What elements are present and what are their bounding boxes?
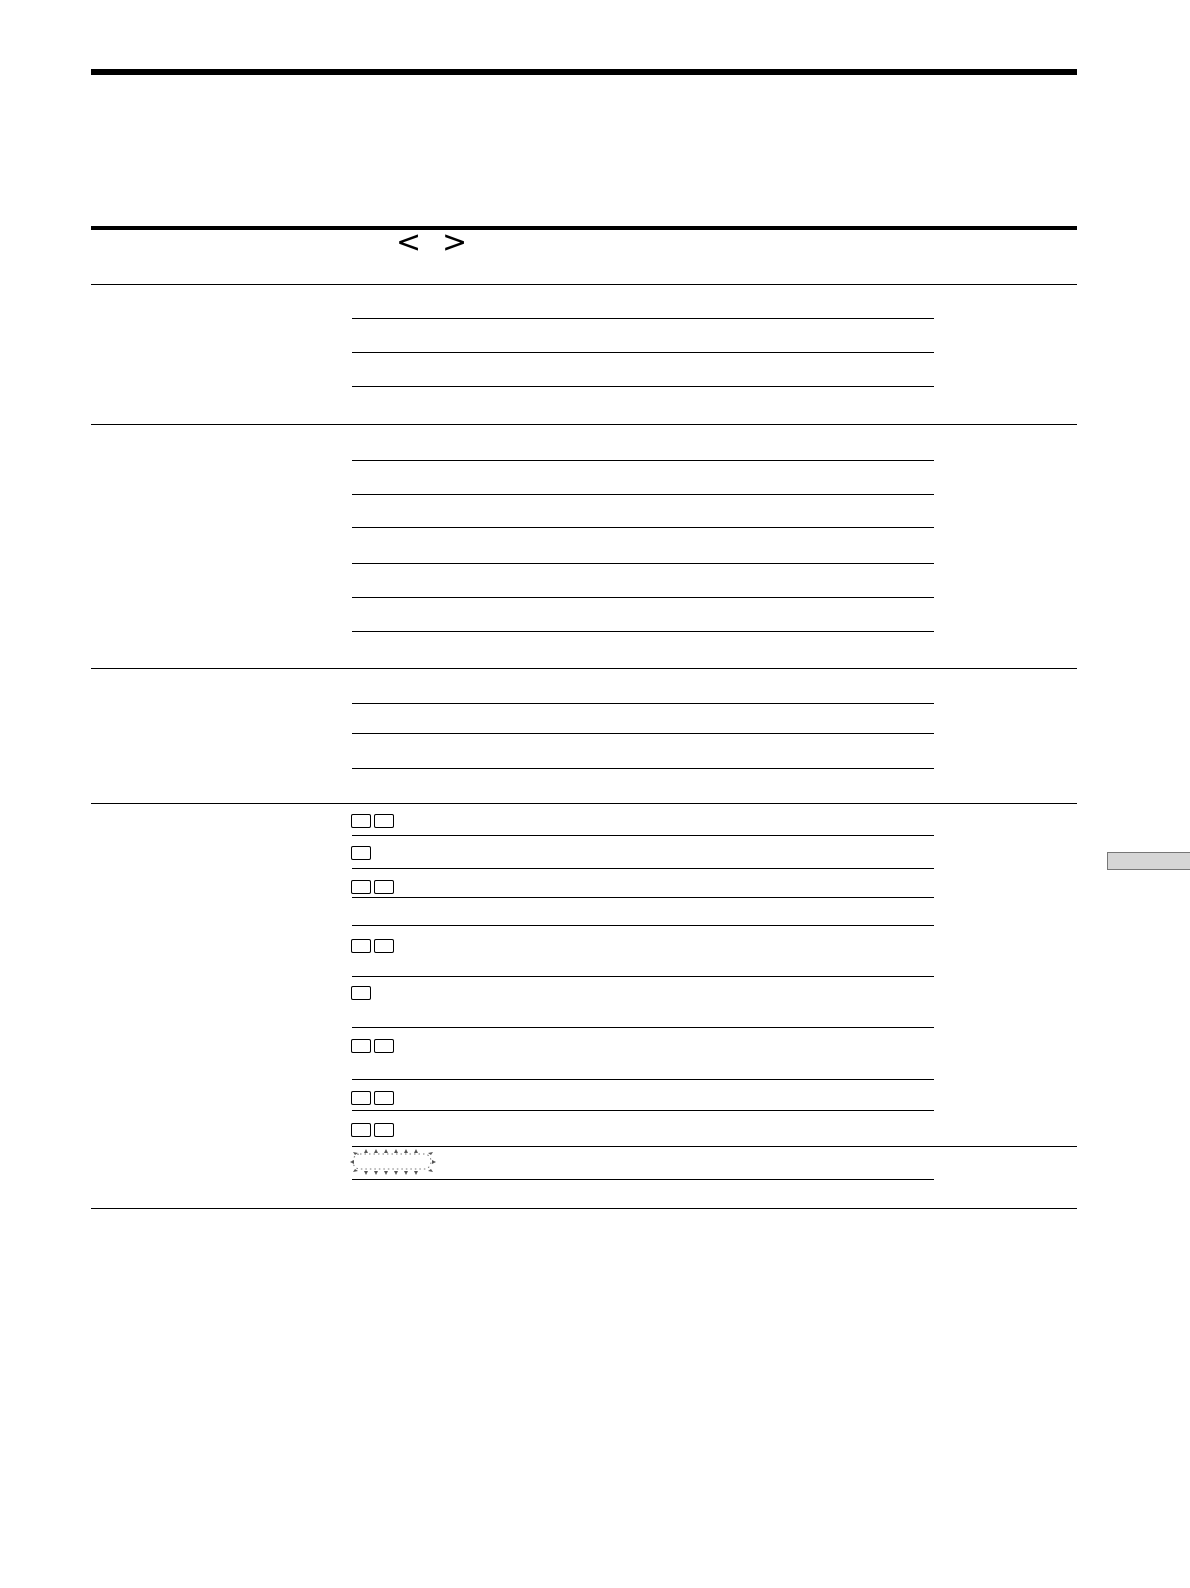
row-rule: [352, 768, 934, 769]
section-rule: [91, 424, 1077, 425]
section-rule: [91, 803, 1077, 804]
top-rule: [91, 69, 1077, 75]
indicator-box-icon: [351, 1039, 371, 1053]
row-rule: [352, 318, 934, 319]
row-rule: [352, 925, 934, 926]
section-rule: [91, 668, 1077, 669]
row-rule: [352, 835, 934, 836]
row-rule: [352, 1110, 934, 1111]
indicator-box-icon: [374, 1039, 394, 1053]
row-rule: [352, 527, 934, 528]
row-rule: [352, 976, 934, 977]
chevron-right-icon: >: [442, 225, 468, 260]
row-rule: [352, 460, 934, 461]
row-rule: [352, 563, 934, 564]
row-rule: [352, 897, 934, 898]
row-rule: [352, 352, 934, 353]
indicator-box-icon: [351, 880, 371, 894]
row-rule: [352, 386, 934, 387]
chevron-left-icon: <: [396, 225, 422, 260]
row-rule: [352, 1146, 1077, 1147]
section-rule: [91, 1208, 1077, 1209]
blinking-indicator-icon: [350, 1149, 436, 1175]
indicator-box-icon: [374, 1123, 394, 1137]
indicator-box-icon: [374, 880, 394, 894]
indicator-box-icon: [351, 814, 371, 828]
row-rule: [352, 703, 934, 704]
indicator-box-icon: [351, 846, 371, 860]
section-rule: [91, 284, 1077, 285]
section-thumb-tab: [1107, 852, 1190, 870]
indicator-box-icon: [374, 1091, 394, 1105]
indicator-box-icon: [351, 986, 371, 1000]
row-rule: [352, 1079, 934, 1080]
row-rule: [352, 868, 934, 869]
indicator-box-icon: [351, 1091, 371, 1105]
row-rule: [352, 597, 934, 598]
indicator-box-icon: [351, 1123, 371, 1137]
row-rule: [352, 733, 934, 734]
row-rule: [352, 494, 934, 495]
row-rule: [352, 631, 934, 632]
indicator-box-icon: [374, 939, 394, 953]
row-rule: [352, 1179, 934, 1180]
indicator-box-icon: [374, 814, 394, 828]
table-top-rule: [91, 226, 1077, 230]
row-rule: [352, 1027, 934, 1028]
indicator-box-icon: [351, 939, 371, 953]
